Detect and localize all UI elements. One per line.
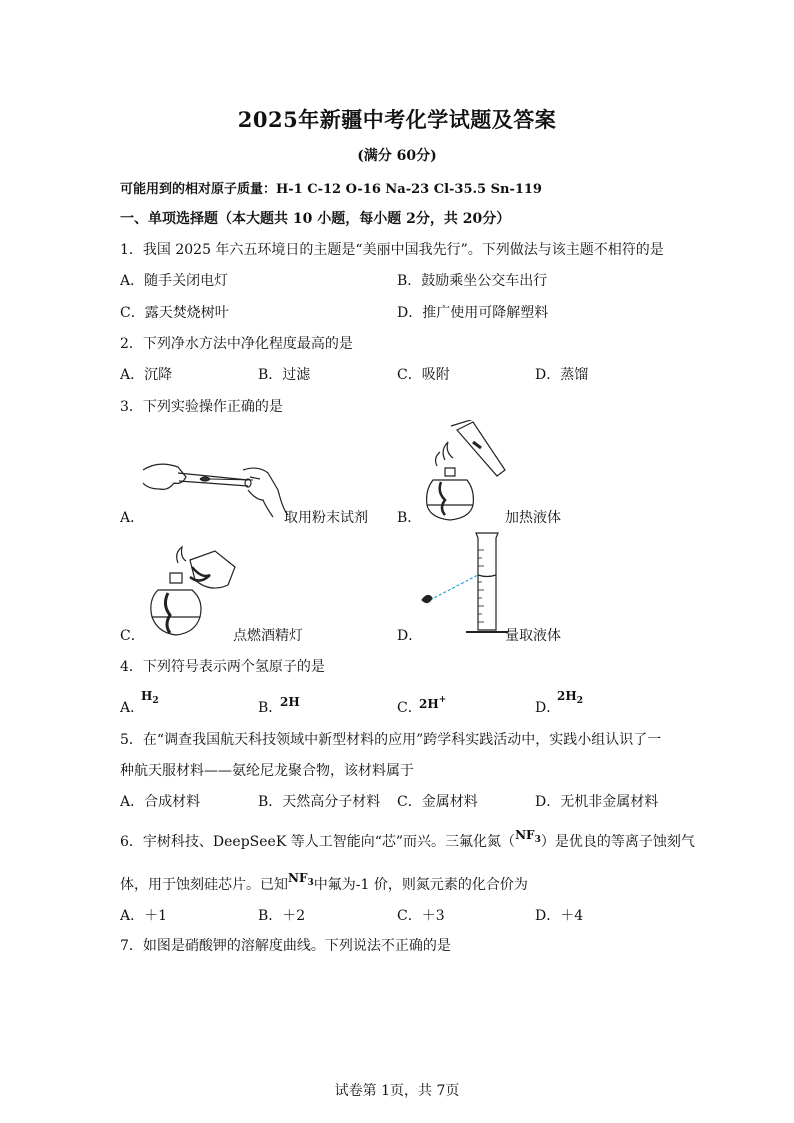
lighting-alcohol-lamp-illustration (140, 545, 240, 640)
q1-option-d: D．推广使用可降解塑料 (397, 305, 549, 321)
section-heading: 一、单项选择题（本大题共 10 小题，每小题 2分，共 20分） (120, 211, 511, 227)
measuring-cylinder-illustration (418, 530, 508, 638)
q3-option-d-caption: 量取液体 (505, 628, 561, 644)
q4-option-b-letter: B． (258, 700, 283, 716)
q1-option-b: B．鼓励乘坐公交车出行 (397, 273, 548, 289)
q3-option-d-letter: D． (397, 628, 423, 644)
q6-option-b: B．＋2 (258, 908, 306, 924)
q5-option-d: D．无机非金属材料 (535, 794, 659, 810)
q2-stem: 2．下列净水方法中净化程度最高的是 (120, 336, 353, 352)
q2-option-a: A．沉降 (120, 367, 173, 383)
q6-option-a: A．＋1 (120, 908, 168, 924)
q4-option-b-formula: 2H (280, 695, 300, 709)
score-note: (满分 60分) (357, 148, 437, 164)
q5-option-b: B．天然高分子材料 (258, 794, 381, 810)
q5-stem-line2: 种航天服材料——氨纶尼龙聚合物，该材料属于 (120, 763, 414, 779)
q3-option-b-caption: 加热液体 (505, 510, 561, 526)
q2-option-b: B．过滤 (258, 367, 311, 383)
atomic-masses: 可能用到的相对原子质量：H-1 C-12 O-16 Na-23 Cl-35.5 Sn-119 (120, 182, 542, 197)
q2-option-c: C．吸附 (397, 367, 450, 383)
q5-option-c: C．金属材料 (397, 794, 478, 810)
q5-option-a: A．合成材料 (120, 794, 201, 810)
q4-option-a-formula: $H_2$ (141, 689, 159, 706)
nf3-formula: $NF_3$ (515, 828, 541, 845)
q3-option-c-letter: C． (120, 628, 145, 644)
q2-option-d: D．蒸馏 (535, 367, 589, 383)
q3-stem: 3．下列实验操作正确的是 (120, 399, 283, 415)
q7-stem: 7．如图是硝酸钾的溶解度曲线。下列说法不正确的是 (120, 938, 451, 954)
q4-option-a-letter: A． (120, 700, 145, 716)
q6-stem-line1: 6．宇树科技、DeepSeeK 等人工智能向“芯”而兴。三氟化氮$(NF_3)$是优良的等离子蚀刻气 (120, 828, 695, 850)
q1-stem: 1．我国 2025 年六五环境日的主题是“美丽中国我先行”。下列做法与该主题不相符的是 (120, 242, 664, 258)
q6-option-d: D．＋4 (535, 908, 584, 924)
q6-option-c: C．＋3 (397, 908, 445, 924)
q3-option-b-letter: B． (397, 510, 422, 526)
nf3-formula-inline: $NF_3$ (288, 871, 314, 888)
q3-option-c-caption: 点燃酒精灯 (233, 628, 303, 644)
q4-option-c-formula: 2H+ (419, 695, 447, 711)
q4-option-c-letter: C． (397, 700, 422, 716)
q4-option-d-formula: $2H_2$ (557, 689, 583, 706)
page-title: 2025年新疆中考化学试题及答案 (237, 107, 557, 132)
q5-stem-line1: 5．在“调查我国航天科技领域中新型材料的应用”跨学科实践活动中，实践小组认识了一 (120, 732, 662, 748)
q1-option-a: A．随手关闭电灯 (120, 273, 229, 289)
heating-liquid-illustration (415, 420, 510, 525)
q3-option-a-caption: 取用粉末试剂 (284, 510, 368, 526)
powder-transfer-illustration (138, 455, 288, 525)
page-footer: 试卷第 1页，共 7页 (334, 1083, 460, 1099)
q4-stem: 4．下列符号表示两个氢原子的是 (120, 659, 325, 675)
q4-option-d-letter: D． (535, 700, 561, 716)
q3-option-a-letter: A． (120, 510, 145, 526)
q1-option-c: C．露天焚烧树叶 (120, 305, 229, 321)
q6-stem-line2: 体，用于蚀刻硅芯片。已知$NF_3$中氟为-1 价，则氮元素的化合价为 (120, 871, 528, 893)
